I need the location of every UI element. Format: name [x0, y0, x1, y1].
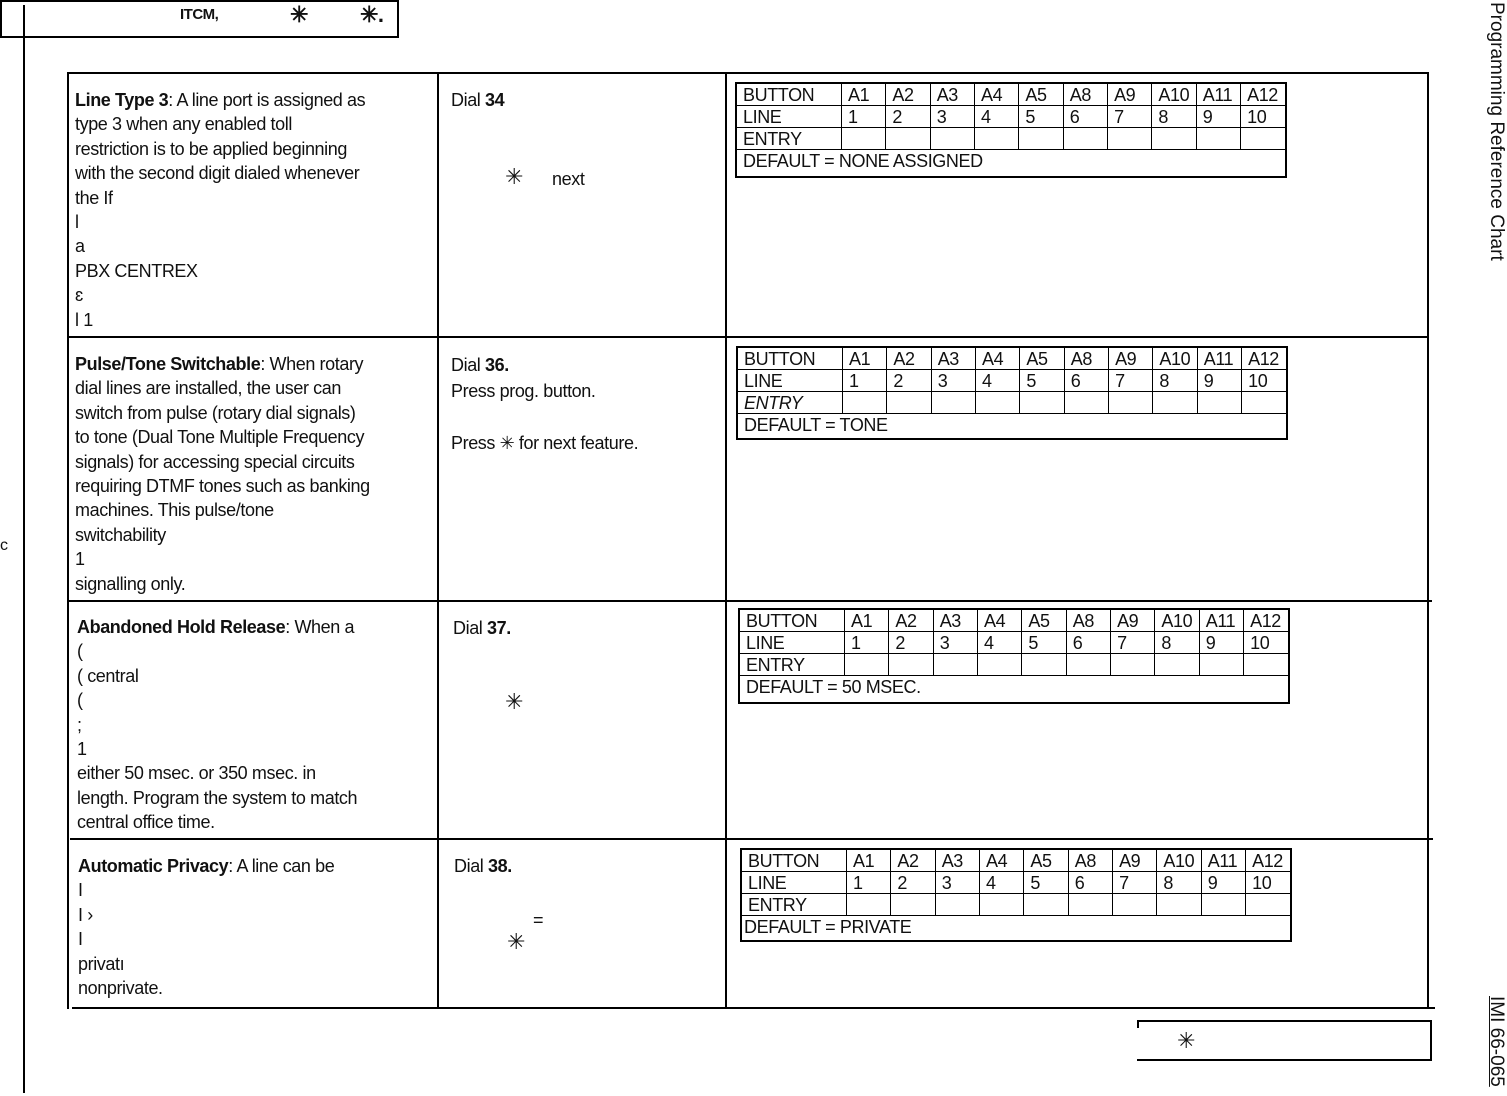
feature-title: Line Type 3 [75, 90, 169, 110]
entry-grid-automatic-privacy: BUTTON A1 A2 A3 A4 A5 A8 A9 A10 A11 A12 LINE 1 2 3 4 5 6 7 8 9 10 ENTRY DEFAULT = PRIVATE [740, 848, 1292, 942]
entry-grid-pulse-tone: BUTTON A1 A2 A3 A4 A5 A8 A9 A10 A11 A12 LINE 1 2 3 4 5 6 7 8 9 10 ENTRY DEFAULT = TONE [736, 346, 1288, 440]
header-itcm: ITCM, [180, 6, 219, 23]
action-line-type-3: Dial 34 [451, 90, 505, 110]
table-left-rule [67, 72, 69, 1009]
star-icon: ✳ [505, 164, 524, 189]
action-press-prog: Press prog. button. [451, 381, 596, 401]
feature-description-abandoned-hold: Abandoned Hold Release: When a ( ( central ( ; 1 either 50 msec. or 350 msec. in length. Program the system to match central office time. [77, 617, 358, 833]
column-divider-2 [725, 72, 727, 1009]
left-margin-rule [23, 5, 25, 1093]
row-divider-1 [67, 336, 1429, 338]
header-star-icon: ✳ [290, 2, 308, 27]
footer-box [1137, 1020, 1432, 1061]
feature-description-pulse-tone: Pulse/Tone Switchable: When rotary dial lines are installed, the user can switch from pulse (rotary dial signals) to tone (Dual Tone Multiple Frequency signals) for accessing special circuits requiring DTMF tones such as banking machines. This pulse/tone switchability 1 signalling only. [75, 354, 370, 594]
default-value: DEFAULT = TONE [738, 414, 1286, 436]
column-divider-1 [437, 72, 439, 1009]
feature-description-line-type-3: Line Type 3: A line port is assigned as type 3 when any enabled toll restriction is to be applied beginning with the second digit dialed whenever the If l a PBX CENTREX ɛ l 1 [75, 90, 366, 330]
table-bottom-rule [72, 1007, 1435, 1009]
feature-description-automatic-privacy: Automatic Privacy: A line can be I I › I privatı nonprivate. [78, 856, 335, 998]
row-divider-2 [67, 600, 1432, 602]
action-equals: = [533, 910, 544, 930]
default-value: DEFAULT = PRIVATE [742, 916, 1290, 938]
action-next-text: next [552, 169, 585, 189]
action-abandoned-hold: Dial 37. [453, 618, 511, 638]
side-doc-code: IMI 66-065 [1486, 996, 1507, 1087]
feature-title: Automatic Privacy [78, 856, 229, 876]
row-divider-3 [70, 838, 1433, 840]
feature-title: Abandoned Hold Release [77, 617, 286, 637]
action-automatic-privacy: Dial 38. [454, 856, 512, 876]
default-value: DEFAULT = 50 MSEC. [740, 676, 1288, 698]
entry-grid-abandoned-hold: BUTTON A1 A2 A3 A4 A5 A8 A9 A10 A11 A12 LINE 1 2 3 4 5 6 7 8 9 10 ENTRY DEFAULT = 50 MSEC. [738, 608, 1290, 704]
action-pulse-tone: Dial 36. [451, 355, 509, 375]
table-right-rule [1427, 72, 1429, 1009]
entry-grid-line-type-3: BUTTON A1 A2 A3 A4 A5 A8 A9 A10 A11 A12 LINE 1 2 3 4 5 6 7 8 9 10 ENTRY DEFAULT = NONE ASSIGNED [735, 82, 1287, 178]
footer-star-icon: ✳ [1177, 1028, 1196, 1053]
feature-title: Pulse/Tone Switchable [75, 354, 261, 374]
header-star-period-icon: ✳. [360, 2, 384, 27]
footer-tick [1137, 1020, 1139, 1028]
side-title: Programming Reference Chart [1486, 2, 1507, 261]
left-margin-mark: c [0, 537, 8, 554]
default-value: DEFAULT = NONE ASSIGNED [737, 150, 1285, 172]
table-top-rule [67, 72, 1429, 74]
action-press-star-next: Press ✳ for next feature. [451, 433, 639, 453]
star-icon: ✳ [507, 929, 526, 954]
star-icon: ✳ [505, 689, 524, 714]
header-box [0, 0, 399, 38]
